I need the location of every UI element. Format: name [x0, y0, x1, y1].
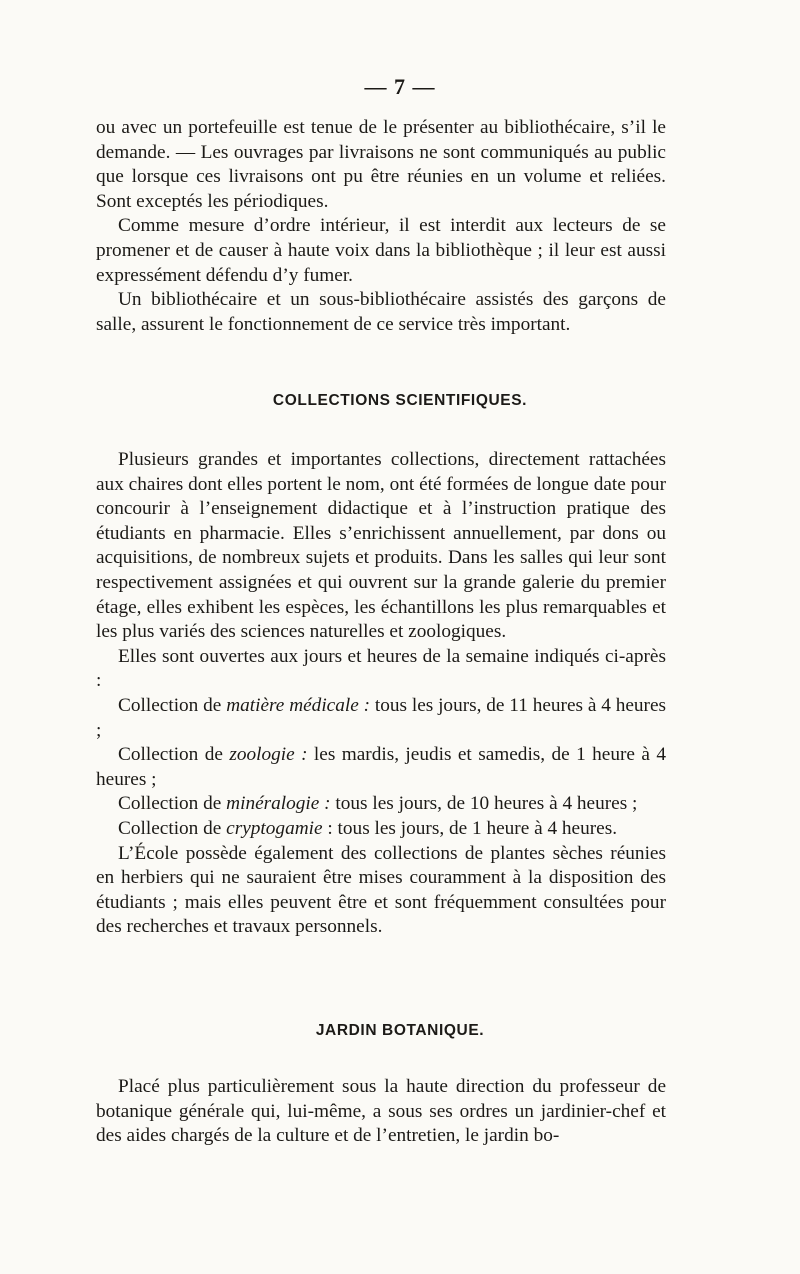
collection-name: minéralogie :: [226, 793, 331, 815]
schedule-item-mineralogie: [96, 792, 666, 817]
collection-name: cryptogamie: [226, 817, 323, 839]
section-heading-collections: COLLECTIONS SCIENTIFIQUES.: [272, 392, 528, 409]
intro-paragraph-2: Comme mesure d’ordre intérieur, il est interdit aux lecteurs de se promener et de causer à haute voix dans la bibliothèque ; il leur est aussi expressément défendu d’y fumer.: [96, 215, 666, 286]
section-heading-jardin: JARDIN BOTANIQUE.: [315, 1022, 485, 1039]
schedule-item-cryptogamie: [96, 817, 666, 842]
schedule-prefix: Collection de: [118, 694, 227, 716]
schedule-hours: les mardis, jeudis et samedis, de 1 heure à 4 heures ;: [96, 744, 666, 790]
collections-paragraph-1: Plusieurs grandes et importantes collections, directement rattachées aux chaires dont elles portent le nom, ont été formées de longue date pour concourir à l’enseignement didactique et à l’instruction pratique des étudiants en pharmacie. Elles s’enrichissent annuellement, par dons ou acquisitions, de nombreux sujets et produits. Dans les salles qui leur sont respectivement assignées et qui ouvrent sur la grande galerie du premier étage, elles exhibent les espèces, les échantillons les plus remarquables et les plus variés des sciences naturelles et zoologiques.: [96, 449, 666, 643]
jardin-section: [96, 1075, 666, 1149]
schedule-prefix: Collection de: [118, 817, 227, 839]
intro-paragraph-3: Un bibliothécaire et un sous-bibliothécaire assistés des garçons de salle, assurent le fonctionnement de ce service très important.: [96, 289, 666, 335]
intro-paragraph-1: ou avec un portefeuille est tenue de le présenter au bibliothécaire, s’il le demande. — Les ouvrages par livraisons ne sont communiqués au public que lorsque ces livraisons ont pu être réunies en un volume et reliées. Sont exceptés les périodiques.: [96, 117, 666, 212]
schedule-item-matiere-medicale: [96, 694, 666, 743]
collections-paragraph-3: L’École possède également des collections de plantes sèches réunies en herbiers qui ne sauraient être mises couramment à la disposition des étudiants ; mais elles peuvent être et sont fréquemment consultées pour des recherches et travaux personnels.: [96, 842, 666, 938]
collection-name: zoologie :: [229, 744, 308, 766]
jardin-paragraph-1: Placé plus particulièrement sous la haute direction du professeur de botanique générale qui, lui-même, a sous ses ordres un jardinier-chef et des aides chargés de la culture et de l’entretien, le jardin bo-: [96, 1076, 666, 1147]
schedule-item-zoologie: [96, 743, 666, 792]
page-number: — 7 —: [364, 74, 436, 99]
collection-name: matière médicale :: [226, 694, 371, 716]
schedule-prefix: Collection de: [118, 793, 227, 815]
schedule-prefix: Collection de: [118, 744, 230, 766]
schedule-hours: tous les jours, de 10 heures à 4 heures ;: [330, 793, 638, 815]
collections-section: [96, 448, 666, 940]
collections-paragraph-2: Elles sont ouvertes aux jours et heures de la semaine indiqués ci-après :: [96, 645, 666, 692]
schedule-hours: : tous les jours, de 1 heure à 4 heures.: [322, 817, 618, 839]
intro-section: [96, 116, 666, 337]
schedule-hours: tous les jours, de 11 heures à 4 heures ;: [96, 694, 667, 741]
